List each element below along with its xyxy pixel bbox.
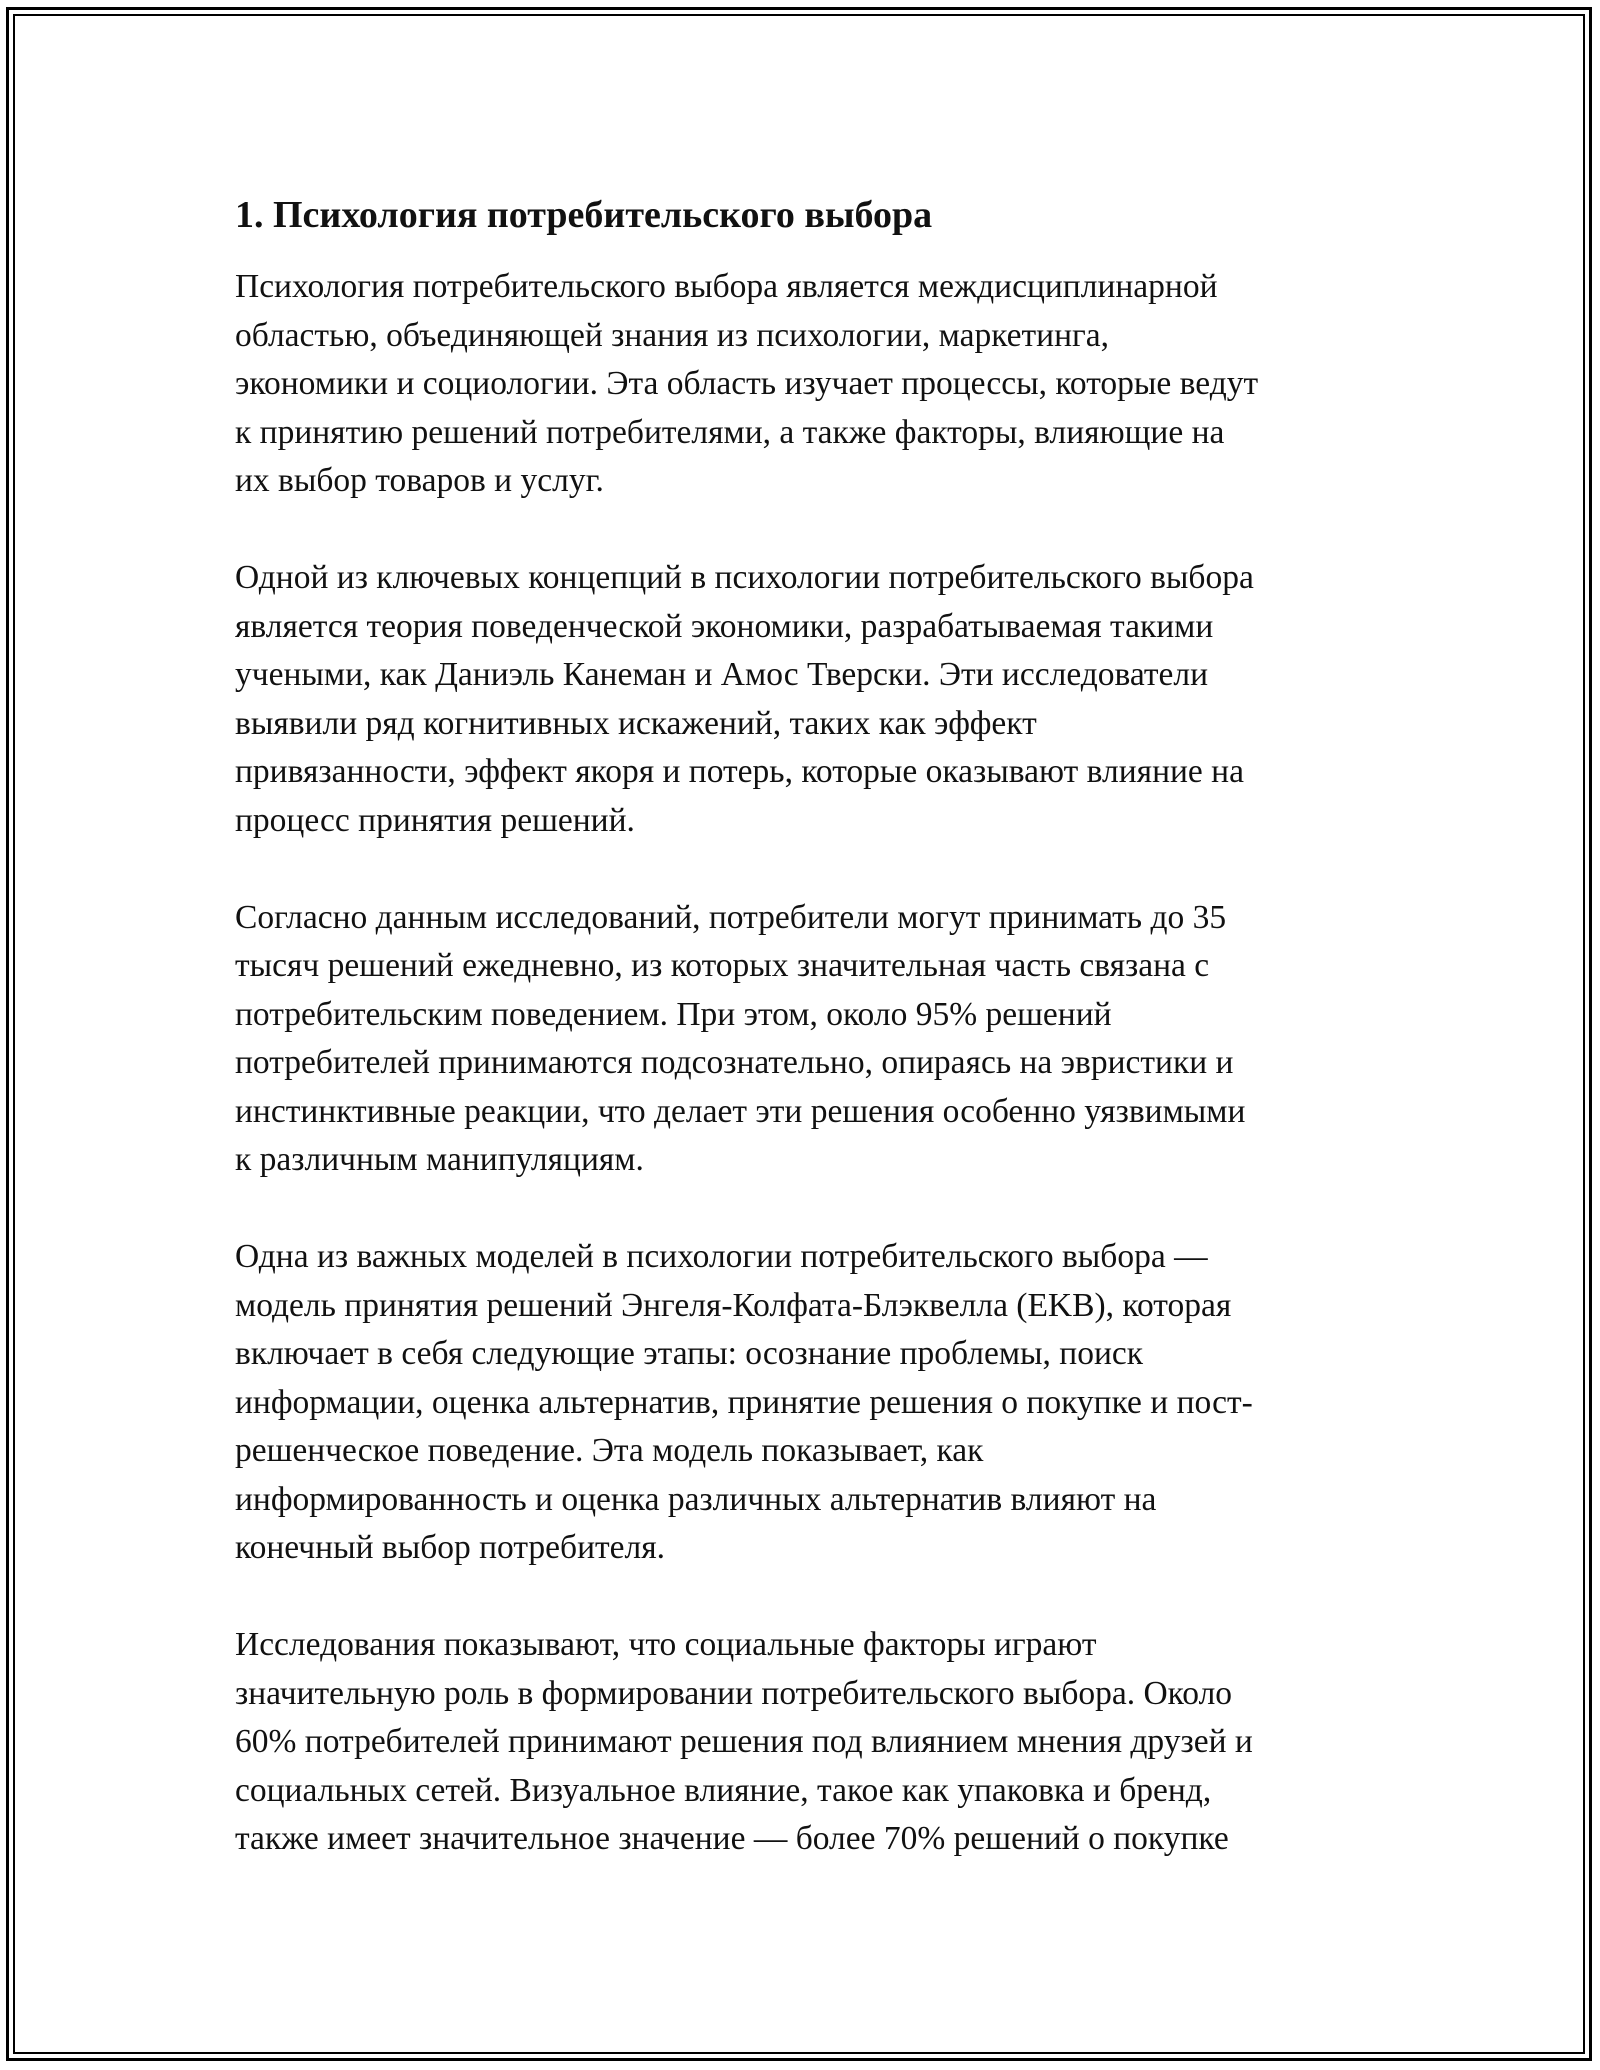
paragraph-5 — [235, 1621, 1375, 1864]
paragraph-line: значительную роль в формировании потребительского выбора. Около — [235, 1674, 1233, 1712]
paragraph-line: потребителей принимаются подсознательно, опираясь на эвристики и — [235, 1044, 1234, 1081]
paragraph-line: социальных сетей. Визуальное влияние, такое как упаковка и бренд, — [235, 1771, 1212, 1809]
paragraph-line: конечный выбор потребителя. — [235, 1529, 666, 1566]
paragraph-1 — [235, 263, 1375, 506]
paragraph-line: 60% потребителей принимают решения под влиянием мнения друзей и — [235, 1723, 1253, 1760]
paragraph-line: Психология потребительского выбора является междисциплинарной — [235, 268, 1218, 305]
paragraph-line: является теория поведенческой экономики, разрабатываемая такими — [235, 607, 1214, 645]
paragraph-line: Исследования показывают, что социальные факторы играют — [235, 1626, 1097, 1663]
paragraph-line: областью, объединяющей знания из психологии, маркетинга, — [235, 316, 1110, 354]
paragraph-line: выявили ряд когнитивных искажений, таких как эффект — [235, 704, 1037, 742]
paragraph-line: их выбор товаров и услуг. — [235, 462, 604, 499]
paragraph-line: информации, оценка альтернатив, принятие решения о покупке и пост- — [235, 1383, 1253, 1421]
paragraph-line: к различным манипуляциям. — [235, 1141, 644, 1178]
paragraph-line: экономики и социологии. Эта область изучает процессы, которые ведут — [235, 365, 1259, 402]
paragraph-line: информированность и оценка различных альтернатив влияют на — [235, 1480, 1157, 1518]
paragraph-line: учеными, как Даниэль Канеман и Амос Тверски. Эти исследователи — [235, 656, 1209, 693]
paragraph-line: Одной из ключевых концепций в психологии потребительского выбора — [235, 559, 1254, 596]
paragraph-line: тысяч решений ежедневно, из которых значительная часть связана с — [235, 947, 1210, 984]
paragraph-line: процесс принятия решений. — [235, 801, 635, 839]
paragraph-line: также имеет значительное значение — более 70% решений о покупке — [235, 1820, 1229, 1857]
section-title: 1. Психология потребительского выбора — [235, 194, 933, 236]
paragraph-line: привязанности, эффект якоря и потерь, которые оказывают влияние на — [235, 753, 1244, 790]
paragraph-line: Одна из важных моделей в психологии потребительского выбора — — [235, 1238, 1208, 1275]
document-body — [235, 187, 1375, 1864]
paragraph-line: к принятию решений потребителями, а также факторы, влияющие на — [235, 413, 1225, 451]
paragraph-line: модель принятия решений Энгеля-Колфата-Блэквелла (EKB), которая — [235, 1286, 1232, 1324]
paragraph-line: инстинктивные реакции, что делает эти решения особенно уязвимыми — [235, 1092, 1246, 1130]
paragraph-line: потребительским поведением. При этом, около 95% решений — [235, 995, 1112, 1033]
paragraph-line: включает в себя следующие этапы: осознание проблемы, поиск — [235, 1335, 1144, 1372]
paragraph-3 — [235, 894, 1375, 1185]
paragraph-line: Согласно данным исследований, потребители могут принимать до 35 — [235, 898, 1227, 936]
paragraph-4 — [235, 1233, 1375, 1573]
paragraph-line: решенческое поведение. Эта модель показывает, как — [235, 1432, 984, 1469]
paragraph-2 — [235, 554, 1375, 845]
